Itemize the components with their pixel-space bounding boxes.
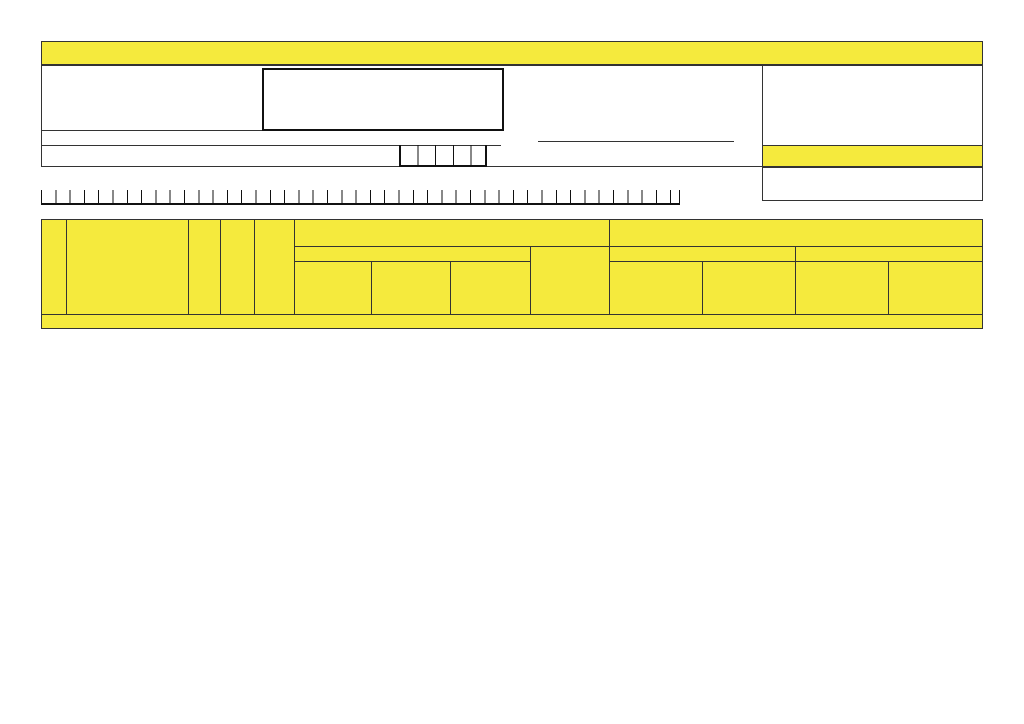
sheet-number-box — [762, 167, 983, 201]
th-col9-label — [610, 262, 703, 315]
unit-name-field[interactable] — [41, 82, 262, 130]
title-underline — [538, 141, 734, 142]
th-col12-label — [889, 262, 983, 315]
th-col8-label — [531, 247, 610, 315]
th-row-number-label — [41, 219, 67, 315]
th-month-label — [255, 222, 295, 234]
header-banner — [41, 41, 983, 65]
email-underline — [41, 203, 680, 205]
th-col7-label — [451, 262, 531, 315]
th-pkwiu-label — [67, 219, 189, 315]
th-price-total-label — [295, 247, 531, 262]
unit-name-divider — [41, 130, 262, 131]
th-value-domestic-label — [796, 247, 983, 262]
th-unit-label — [221, 219, 255, 315]
th-value-group — [610, 219, 983, 247]
th-col10-label — [703, 262, 796, 315]
th-col11-label — [796, 262, 889, 315]
th-rep-number-label — [189, 219, 221, 315]
th-price-group — [295, 219, 610, 247]
regon-field[interactable] — [262, 68, 504, 131]
th-col6-label — [372, 262, 451, 315]
deadline-box — [762, 145, 983, 167]
th-value-total-label — [610, 247, 796, 262]
pkd-code-field[interactable] — [399, 145, 487, 167]
th-col5-label — [295, 262, 372, 315]
email-field[interactable] — [41, 190, 680, 204]
